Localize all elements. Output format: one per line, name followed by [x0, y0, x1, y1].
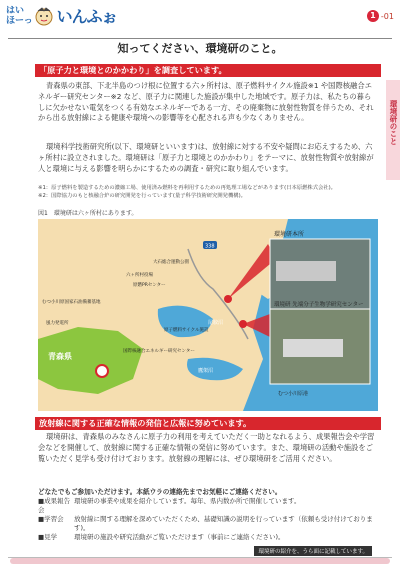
figure-caption: 図1 環境研は六ヶ所村にあります。: [38, 210, 138, 217]
info-row-value: 放射線に関する理解を深めていただくため、基礎知識の説明を行っています（依頼も受け付けております)。: [74, 515, 373, 532]
label-route: 338: [205, 243, 215, 250]
section2-heading: 放射線に関する正確な情報の発信と広報に努めています。: [35, 417, 381, 430]
section1-heading: 「原子力と環境とのかかわり」を調査しています。: [35, 64, 381, 77]
label-mutsu-port: むつ小川原港: [278, 391, 309, 397]
location-map: [38, 219, 378, 411]
info-heading: どなたでもご参加いただけます。本紙ウラの連絡先までお気軽にご連絡ください。: [38, 488, 282, 496]
label-village-office: 六ヶ所村役場: [126, 273, 153, 278]
brand-logo: [6, 4, 117, 27]
label-envlab: 環境研本所: [274, 231, 305, 238]
label-biolab: 環境研 先端分子生物学研究センター: [274, 302, 364, 308]
logo-small-text: [6, 6, 33, 26]
label-lake-obuchi: 尾駮沼: [208, 320, 224, 326]
info-row: [38, 515, 378, 533]
section2-paragraph: 環境研は、青森県のみなさんに原子力の利用を考えていただく一助となれるよう、成果報告会や学習会などを開催して、放射線に関する正確な情報の発信に努めています。また、環境研の活動や施設をご覧いただく見学も受け付けております。放射線の理解には、ぜひ環境研をご活用ください。: [38, 432, 375, 463]
label-lake-takahoko: 鷹架沼: [198, 368, 214, 374]
page-title: 知ってください、環境研のこと。: [117, 42, 283, 55]
logo-top-text-2: ほーっ: [6, 15, 33, 26]
info-row-key: ■学習会: [38, 515, 64, 523]
logo-main-text: いんふぉ: [56, 7, 117, 26]
footnote-2: ※2：国際協力のもと核融合炉の研究開発を行っています(量子科学技術研究開発機構)。: [38, 193, 246, 199]
label-fusion: 国際核融合エネルギー研究センター: [123, 349, 195, 354]
section1-paragraph2: 環境科学技術研究所(以下、環境研といいます)は、放射線に対する不安や疑問にお応えするため、六ヶ所村に設立されました。環境研は「原子力と環境とのかかわり」をテーマに、放射性物質や放射線が人と環境に与える影響を明らかにするための調査・研究に取り組んでいます。: [38, 142, 374, 173]
info-row: [38, 497, 378, 515]
footnotes: [38, 184, 378, 200]
page-number-suffix: -01: [380, 11, 394, 21]
info-row-key: ■成果報告会: [38, 497, 71, 514]
label-wind: 風力発電所: [46, 321, 69, 326]
label-oil-base: むつ小川原国家石油備蓄基地: [42, 300, 101, 305]
location-marker: [96, 365, 108, 377]
info-row: [38, 533, 378, 542]
label-pr-center: 原燃PRセンター: [133, 283, 166, 288]
page-header: [0, 0, 400, 36]
contact-info: [38, 487, 378, 545]
side-tab-label: 環境研のこと: [389, 100, 398, 145]
label-park: 大石総合運動公園: [153, 260, 189, 265]
footer-band: [10, 558, 390, 564]
back-page-note: 環境研の紹介を、うら面に記載しています。: [254, 546, 372, 556]
section1-paragraph1: 青森県の東部、下北半島のつけ根に位置する六ヶ所村は、原子燃料サイクル施設※1 や国際核融合エネルギー研究センター※2 など、原子力に関連した施設が集中した地域です。原子力は、私たちの暮らしに欠かせない電気をつくる有効なエネルギーである一方、その廃棄物に放射性物質を伴うため、それから出る放射線による健康や環境への影響等を心配される声も少なくありません。: [38, 81, 374, 123]
footnote-1: ※1：原子燃料を製造するための濃縮工場、使用済み燃料を再利用するための再処理工場などがあります(日本原燃株式会社)。: [38, 185, 336, 191]
title-divider: [8, 38, 392, 39]
page-number: [367, 10, 394, 22]
label-cycle: 原子燃料サイクル施設: [164, 328, 209, 333]
logo-top-text: はい: [6, 5, 25, 16]
info-row-key: ■見学: [38, 533, 58, 541]
info-row-value: 環境研の施設や研究活動がご覧いただけます（事前にご連絡ください)。: [74, 533, 285, 541]
page-number-circle: 1: [367, 10, 379, 22]
mascot-icon: [33, 5, 55, 27]
info-row-value: 環境研の事業や成果を紹介しています。毎年、県内数か所で開催しています。: [74, 497, 301, 505]
label-aomori: 青森県: [48, 352, 72, 361]
